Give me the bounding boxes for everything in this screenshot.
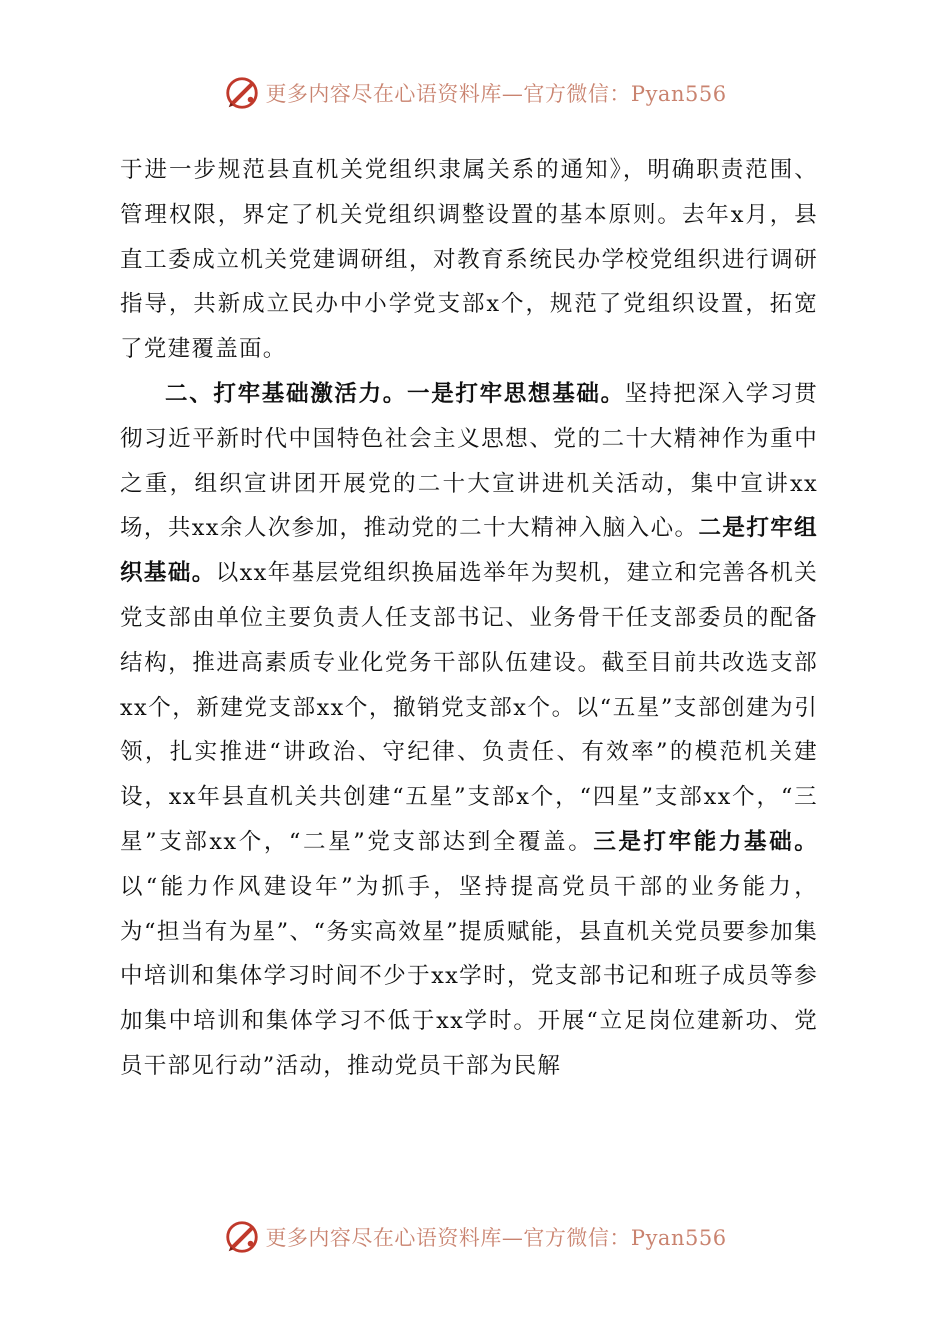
- document-body: [120, 148, 818, 1089]
- pen-logo-icon: [223, 74, 261, 112]
- heading-organization: 二是打牢组织基础。: [120, 515, 818, 587]
- text-ideology: 坚持把深入学习贯彻习近平新时代中国特色社会主义思想、党的二十大精神作为重中之重，组织宣讲团开展党的二十大宣讲进机关活动，集中宣讲xx场，共xx余人次参加，推动党的二十大精神入脑入心。: [120, 380, 818, 542]
- paragraph-2: [120, 372, 818, 1089]
- watermark-text: 更多内容尽在心语资料库—官方微信：Pyan556: [265, 1226, 727, 1250]
- watermark-header: [0, 73, 950, 113]
- pen-logo-icon: [223, 1218, 261, 1256]
- watermark-text: 更多内容尽在心语资料库—官方微信：Pyan556: [265, 82, 727, 106]
- text-capability: 以“能力作风建设年”为抓手，坚持提高党员干部的业务能力，为“担当有为星”、“务实高效星”提质赋能，县直机关党员要参加集中培训和集体学习时间不少于xx学时，党支部书记和班子成员等参加集中培训和集体学习不低于xx学时。开展“立足岗位建新功、党员干部见行动”活动，推动党员干部为民解: [120, 873, 818, 1079]
- watermark-footer: [0, 1217, 950, 1257]
- heading-foundation: 二、打牢基础激活力。一是打牢思想基础。: [165, 380, 625, 407]
- text-organization: 以xx年基层党组织换届选举年为契机，建立和完善各机关党支部由单位主要负责人任支部书记、业务骨干任支部委员的配备结构，推进高素质专业化党务干部队伍建设。截至目前共改选支部xx个，新建党支部xx个，撤销党支部x个。以“五星”支部创建为引领，扎实推进“讲政治、守纪律、负责任、有效率”的模范机关建设，xx年县直机关共创建“五星”支部x个，“四星”支部xx个，“三星”支部xx个，“二星”党支部达到全覆盖。: [120, 560, 818, 855]
- heading-capability: 三是打牢能力基础。: [593, 828, 819, 855]
- paragraph-1: 于进一步规范县直机关党组织隶属关系的通知》，明确职责范围、管理权限，界定了机关党组织调整设置的基本原则。去年x月，县直工委成立机关党建调研组，对教育系统民办学校党组织进行调研指导，共新成立民办中小学党支部x个，规范了党组织设置，拓宽了党建覆盖面。: [120, 157, 818, 363]
